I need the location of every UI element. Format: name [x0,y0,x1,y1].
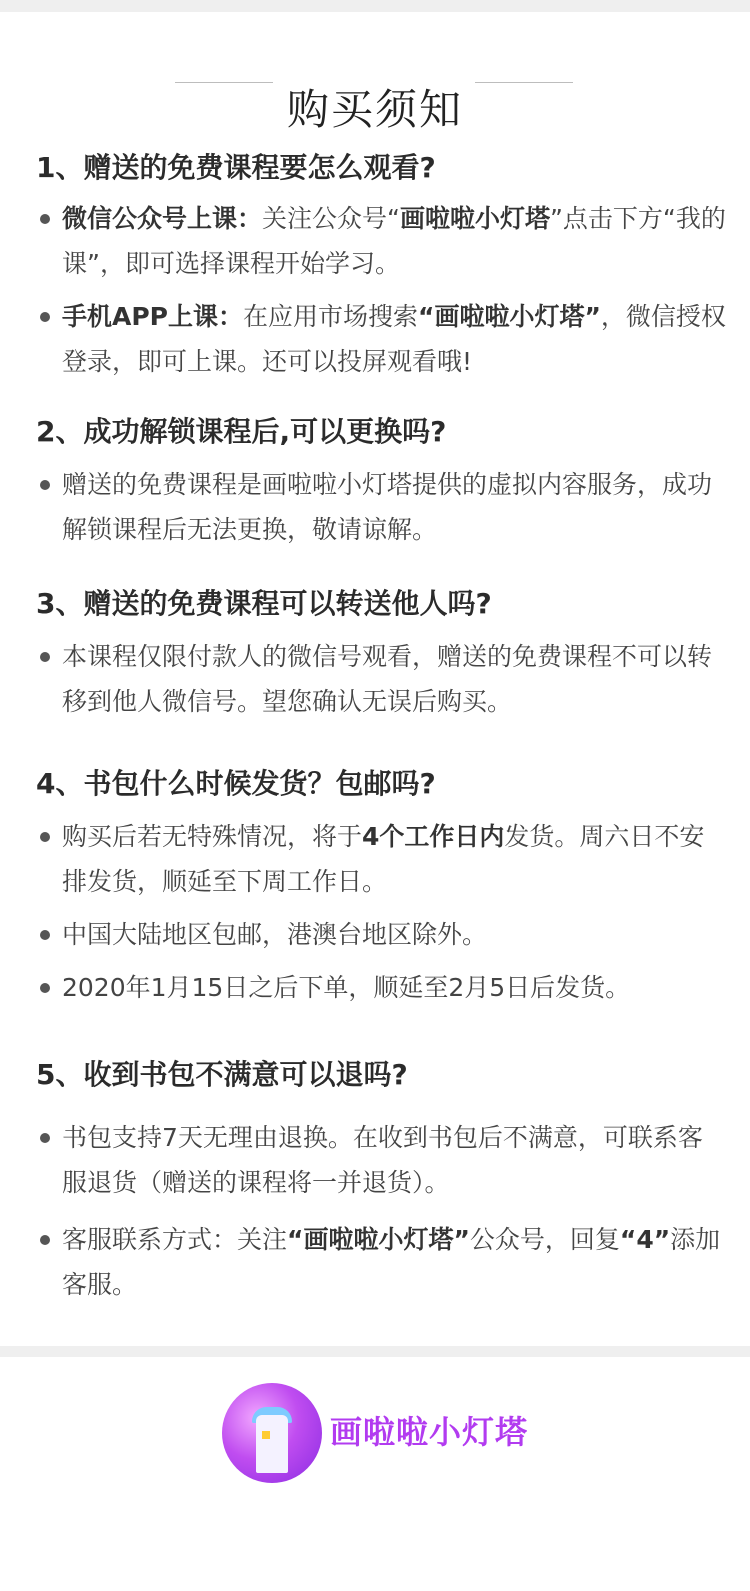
faq-section-4 [36,764,726,1010]
list-item: 赠送的免费课程是画啦啦小灯塔提供的虚拟内容服务，成功解锁课程后无法更换，敬请谅解。 [36,462,726,552]
item-bold: 画啦啦小灯塔 [399,204,550,233]
faq-question-3: 3、赠送的免费课程可以转送他人吗? [36,587,492,620]
title-rule-right [475,82,573,83]
faq-question-1: 1、赠送的免费课程要怎么观看? [36,151,436,184]
list-item [36,196,726,286]
item-bold: 4个工作日内 [362,822,505,851]
brand-name: 画啦啦小灯塔 [330,1413,529,1451]
item-text: 关注公众号“ [262,204,400,233]
faq-question-5: 5、收到书包不满意可以退吗? [36,1058,408,1091]
item-bold: “画啦啦小灯塔” [418,302,601,331]
item-bold: “画啦啦小灯塔” [287,1225,470,1254]
faq-section-1 [36,148,726,384]
list-item: 2020年1月15日之后下单，顺延至2月5日后发货。 [36,965,726,1010]
item-bold: 微信公众号上课： [62,204,263,233]
faq-answer-list-5 [36,1115,726,1307]
list-item [36,294,726,384]
logo-circle [222,1383,322,1483]
item-text: 在应用市场搜索 [243,302,419,331]
item-bold: “4” [619,1225,671,1254]
list-item: 书包支持7天无理由退换。在收到书包后不满意，可联系客服退货（赠送的课程将一并退货）。 [36,1115,726,1205]
top-divider-band [0,0,750,12]
item-text: 发货。周六日不安排发货，顺延至下周工作日。 [62,822,705,896]
list-item [36,814,726,904]
faq-question-2: 2、成功解锁课程后,可以更换吗? [36,415,447,448]
lighthouse-tower [256,1415,288,1473]
item-text: ，微信授权登录，即可上课。还可以投屏观看哦! [62,302,726,376]
item-text: 添加客服。 [62,1225,721,1299]
item-bold: 手机APP上课： [62,302,243,331]
list-item: 中国大陆地区包邮，港澳台地区除外。 [36,912,726,957]
faq-answer-list-2 [36,462,726,552]
faq-answer-list-4 [36,814,726,1010]
lighthouse-logo-icon [222,1383,322,1483]
faq-answer-list-3 [36,634,726,724]
page-title: 购买须知 [286,85,463,135]
faq-section-3 [36,584,726,724]
brand-footer [0,1357,750,1591]
faq-section-5 [36,1055,726,1307]
item-text: 客服联系方式：关注 [62,1225,288,1254]
lighthouse-window [262,1431,270,1439]
item-text: 公众号，回复 [469,1225,620,1254]
list-item: 本课程仅限付款人的微信号观看，赠送的免费课程不可以转移到他人微信号。望您确认无误后购买。 [36,634,726,724]
bottom-divider-band [0,1346,750,1357]
item-text: 购买后若无特殊情况，将于 [62,822,363,851]
faq-answer-list-1 [36,196,726,384]
item-text: ”点击下方“我的课”，即可选择课程开始学习。 [62,204,726,278]
faq-section-2 [36,412,726,552]
list-item [36,1217,726,1307]
faq-question-4: 4、书包什么时候发货？包邮吗? [36,767,436,800]
